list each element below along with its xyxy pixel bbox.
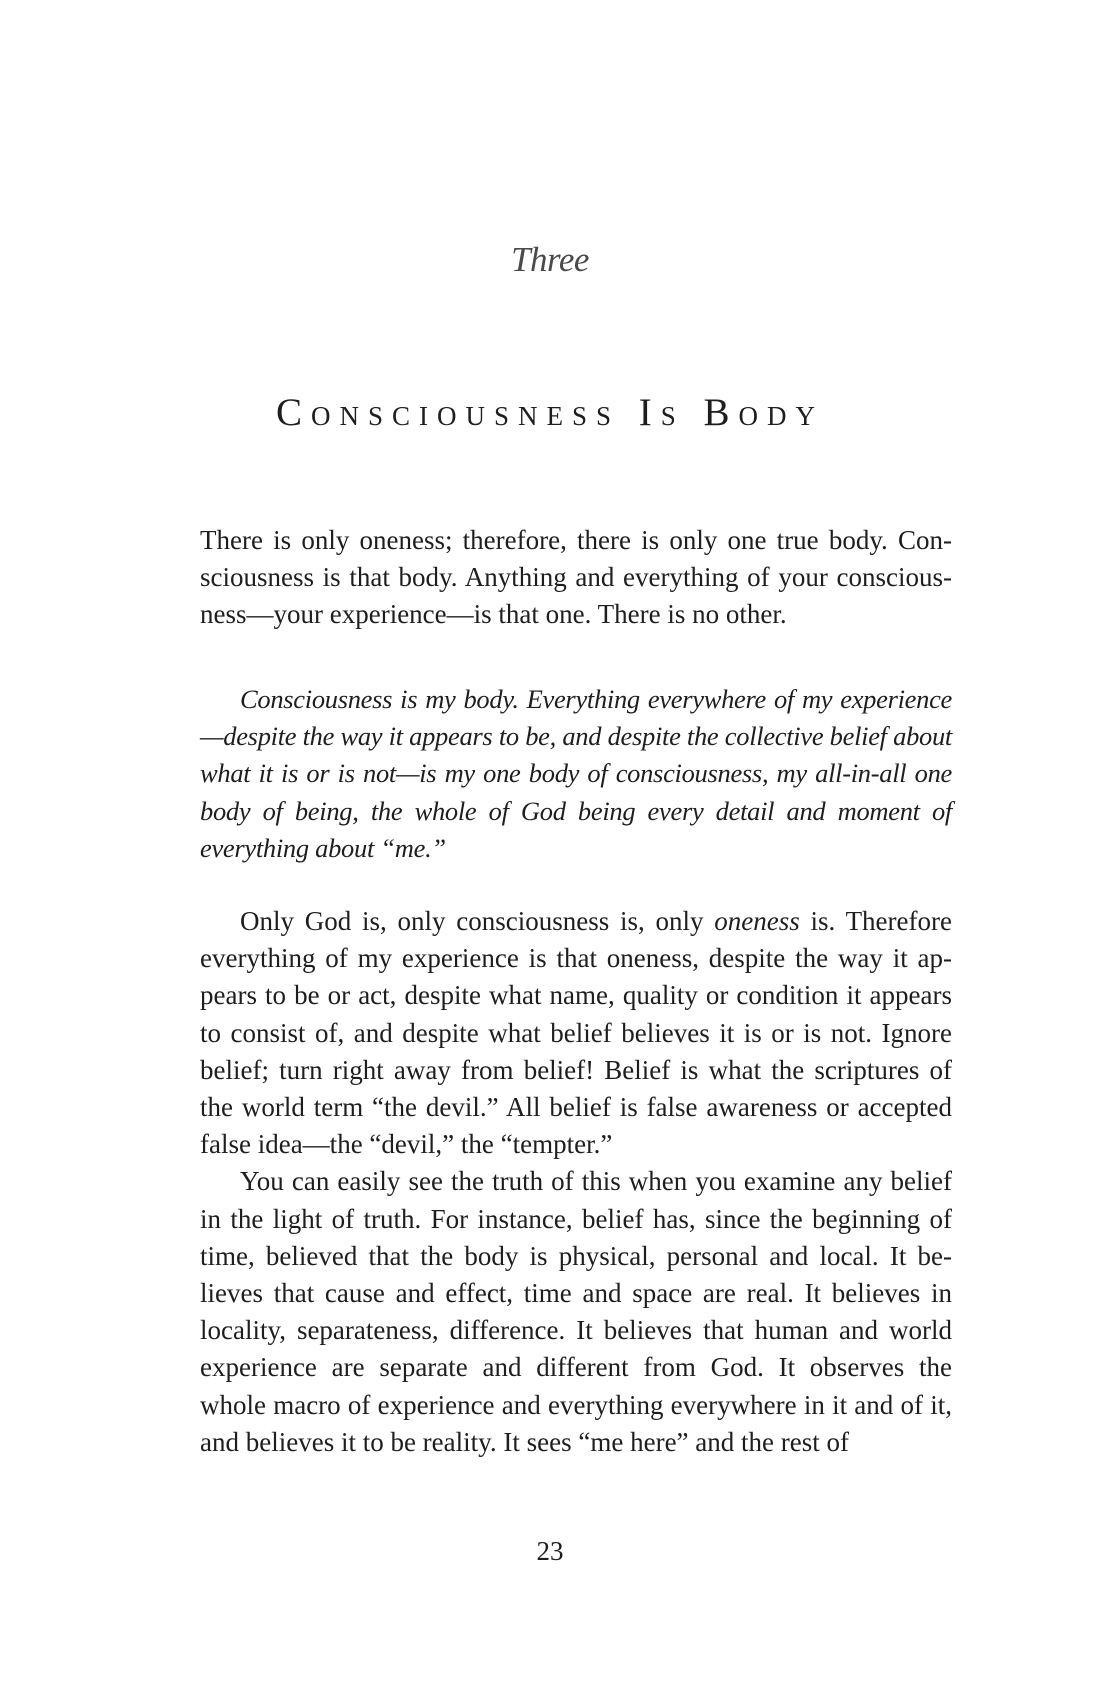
chapter-number: Three xyxy=(511,240,589,279)
affirmation-paragraph: Consciousness is my body. Everything everywhere of my experience—despite the way it appears to be, and despite the collective belief about what it is or is not—is my one body of consciousness, my all-in-all one body of being, the whole of God being every detail and moment of everything about “me.” xyxy=(200,684,952,863)
chapter-title: Consciousness Is Body xyxy=(275,391,825,434)
body-paragraph-2: You can easily see the truth of this when you examine any belief in the light of truth. For instance, belief has, since the beginning of time, believed that the body is physical, personal and local. It believes that cause and effect, time and space are real. It believes in locality, separateness, difference. It believes that human and world experience are separate and different from God. It observes the whole macro of experience and everything everywhere in it and of it, and believes it to be reality. It sees “me here” and the rest of xyxy=(200,1166,952,1457)
paragraph-1-end: is. Therefore everything of my experience is that oneness, despite the way it appears to be or act, despite what name, quality or condition it appears to consist of, and despite what belief believes it is or is not. Ignore belief; turn right away from belief! Belief is what the scriptures of the world term “the devil.” All belief is false awareness or accepted false idea—the “devil,” the “tempter.” xyxy=(200,906,952,1160)
affirmation-section xyxy=(200,681,952,867)
body-paragraph-1 xyxy=(200,903,952,1163)
paragraph-1-start: Only God is, only consciousness is, only xyxy=(240,906,715,936)
emphasis-oneness: oneness xyxy=(714,906,800,936)
intro-paragraph: There is only oneness; therefore, there is only one true body. Consciousness is that body. Anything and everything of your consciousness—your experience—is that one. There is no other. xyxy=(200,525,952,630)
main-section xyxy=(200,903,952,1461)
intro-section xyxy=(200,522,952,634)
page-number: 23 xyxy=(536,1536,564,1566)
